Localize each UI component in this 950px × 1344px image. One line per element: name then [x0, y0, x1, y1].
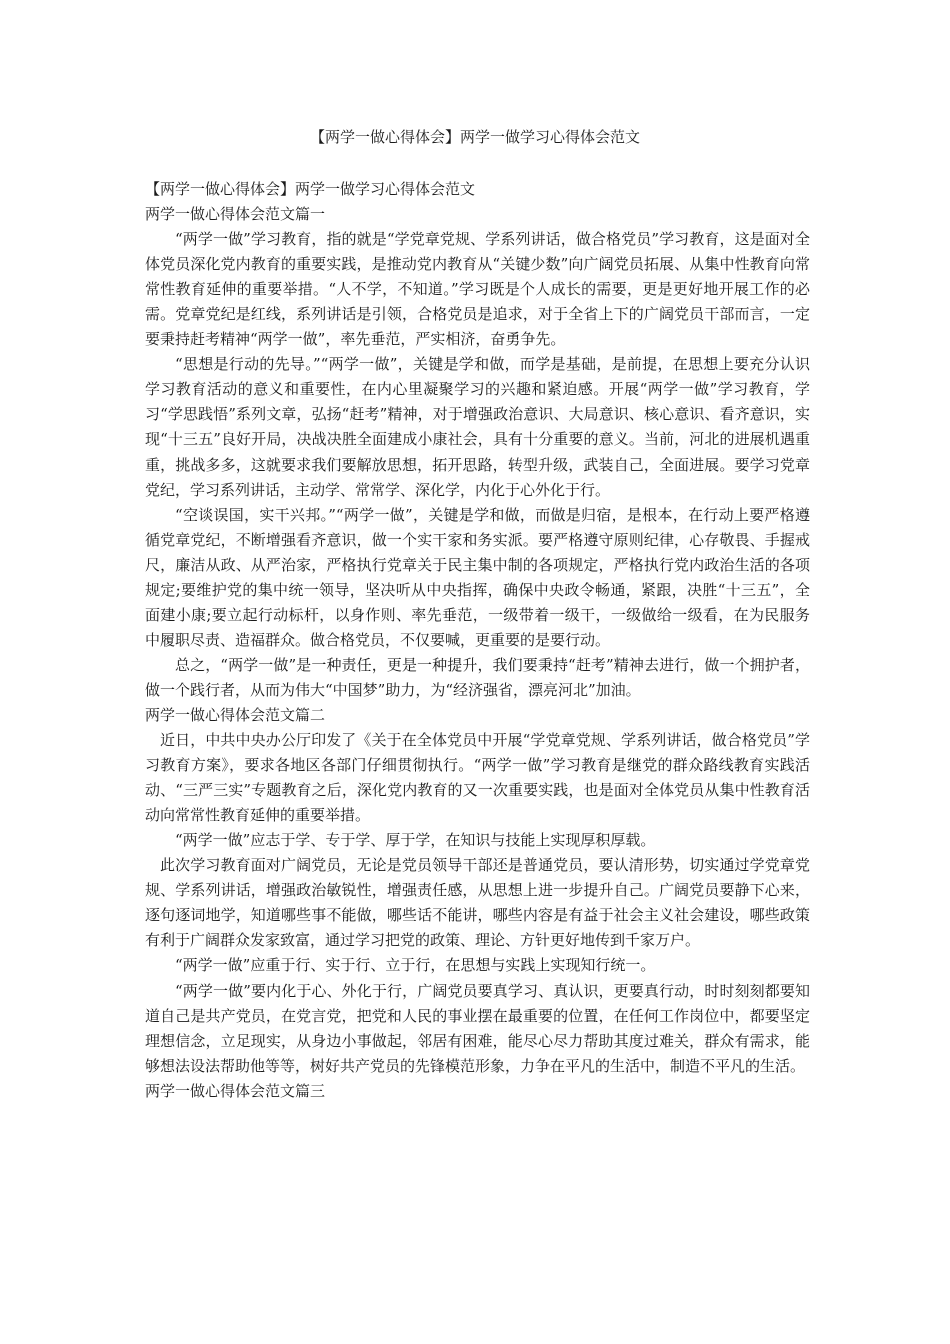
section-heading-2: 两学一做心得体会范文篇二 [145, 705, 326, 724]
paragraph: “两学一做”应志于学、专于学、厚于学，在知识与技能上实现厚积厚载。 [175, 831, 656, 850]
paragraph: “两学一做”学习教育，指的就是“学党章党规、学系列讲话，做合格党员”学习教育，这是面对全体党员深化党内教育的重要实践，是推动党内教育从“关键少数”向广阔党员拓展、从集中性教育向常常性教育延伸的重要举措。“人不学，不知道。”学习既是个人成长的需要，更是更好地开展工作的必需。党章党纪是红线，系列讲话是引领，合格党员是追求，对于全省上下的广阔党员干部而言，一定要秉持赶考精神“两学一做”，率先垂范，严实相济，奋勇争先。 [145, 230, 810, 349]
paragraph: “两学一做”应重于行、实于行、立于行，在思想与实践上实现知行统一。 [175, 956, 656, 975]
paragraph: “思想是行动的先导。”“两学一做”，关键是学和做，而学是基础，是前提，在思想上要充分认识学习教育活动的意义和重要性，在内心里凝聚学习的兴趣和紧迫感。开展“两学一做”学习教育，学习“学思践悟”系列文章，弘扬“赶考”精神，对于增强政治意识、大局意识、核心意识、看齐意识，实现“十三五”良好开局，决战决胜全面建成小康社会，具有十分重要的意义。当前，河北的进展机遇重重，挑战多多，这就要求我们要解放思想，拓开思路，转型升级，武装自己，全面进展。要学习党章党纪，学习系列讲话，主动学、常常学、深化学，内化于心外化于行。 [145, 355, 810, 499]
document-body [145, 177, 810, 1104]
section-heading-3: 两学一做心得体会范文篇三 [145, 1081, 326, 1100]
paragraph: 此次学习教育面对广阔党员，无论是党员领导干部还是普通党员，要认清形势，切实通过学党章党规、学系列讲话，增强政治敏锐性，增强责任感，从思想上进一步提升自己。广阔党员要静下心来，逐句逐词地学，知道哪些事不能做，哪些话不能讲，哪些内容是有益于社会主义社会建设，哪些政策有利于广阔群众发家致富，通过学习把党的政策、理论、方针更好地传到千家万户。 [145, 856, 810, 950]
paragraph: 总之，“两学一做”是一种责任，更是一种提升，我们要秉持“赶考”精神去进行，做一个拥护者，做一个践行者，从而为伟大“中国梦”助力，为“经济强省，漂亮河北”加油。 [145, 655, 810, 699]
paragraph: “两学一做”要内化于心、外化于行，广阔党员要真学习、真认识，更要真行动，时时刻刻都要知道自己是共产党员，在党言党，把党和人民的事业摆在最重要的位置，在任何工作岗位中，都要坚定理想信念，立足现实，从身边小事做起，邻居有困难，能尽心尽力帮助其度过难关，群众有需求，能够想法设法帮助他等等，树好共产党员的先锋模范形象，力争在平凡的生活中，制造不平凡的生活。 [145, 981, 810, 1075]
section-heading-1: 两学一做心得体会范文篇一 [145, 205, 326, 224]
paragraph: 近日，中共中央办公厅印发了《关于在全体党员中开展“学党章党规、学系列讲话，做合格党员”学习教育方案》，要求各地区各部门仔细贯彻执行。“两学一做”学习教育是继党的群众路线教育实践活动、“三严三实”专题教育之后，深化党内教育的又一次重要实践，也是面对全体党员从集中性教育活动向常常性教育延伸的重要举措。 [145, 731, 810, 825]
document-title: 【两学一做心得体会】两学一做学习心得体会范文 [309, 128, 640, 146]
paragraph: “空谈误国，实干兴邦。”“两学一做”，关键是学和做，而做是归宿，是根本，在行动上要严格遵循党章党纪，不断增强看齐意识，做一个实干家和务实派。要严格遵守原则纪律，心存敬畏、手握戒尺，廉洁从政、从严治家，严格执行党章关于民主集中制的各项规定，严格执行党内政治生活的各项规定;要维护党的集中统一领导，坚决听从中央指挥，确保中央政令畅通，紧跟，决胜“十三五”，全面建小康;要立起行动标杆，以身作则、率先垂范，一级带着一级干，一级做给一级看，在为民服务中履职尽责、造福群众。做合格党员，不仅要喊，更重要的是要行动。 [145, 505, 810, 649]
document-subtitle: 【两学一做心得体会】两学一做学习心得体会范文 [145, 180, 476, 198]
